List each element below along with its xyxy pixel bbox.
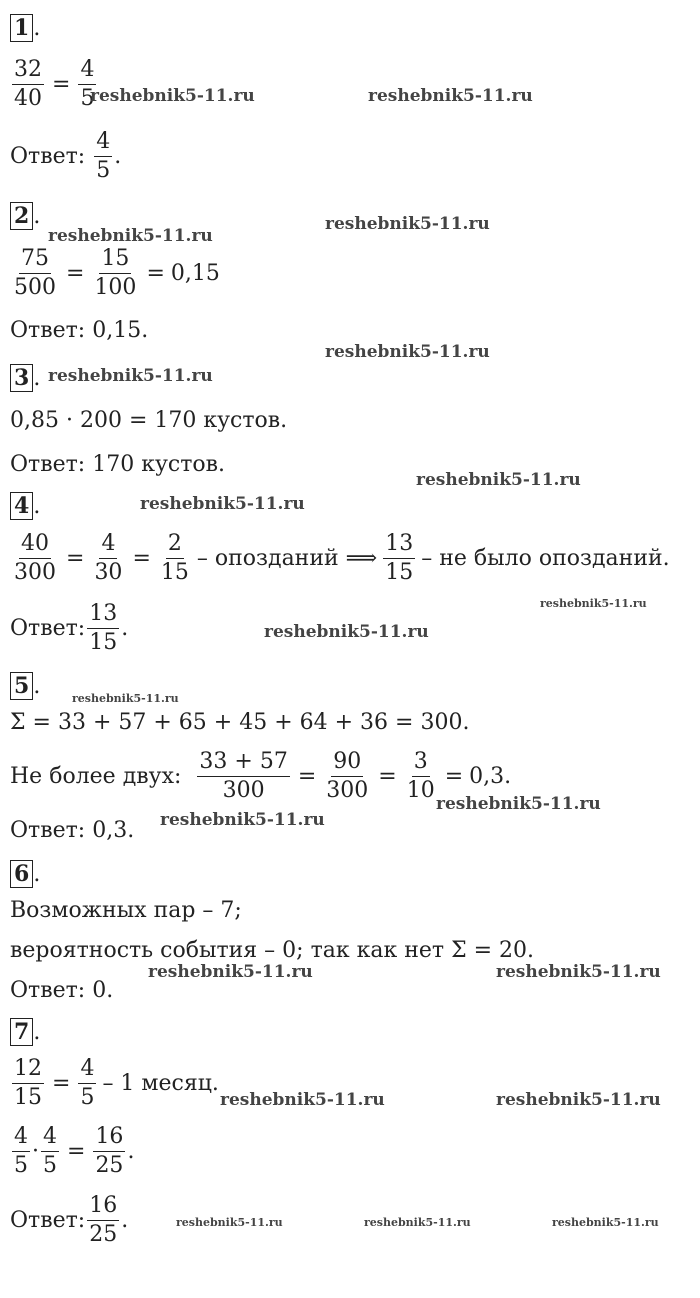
numerator: 4 [78,56,96,85]
task-number-box: 1 [10,14,33,42]
task-number-box: 2 [10,202,33,230]
math-text: . [121,1208,129,1233]
math-text: 0,15 [170,261,220,286]
task-4-equation [10,530,670,587]
watermark: reshebnik5-11.ru [436,794,601,814]
task-number-box: 3 [10,364,33,392]
watermark: reshebnik5-11.ru [72,692,179,705]
task-2-number: 2 . [10,202,40,230]
math-text: . [114,144,122,169]
fraction [87,1192,119,1249]
watermark: reshebnik5-11.ru [552,1216,659,1229]
task-3-number: 3 . [10,364,40,392]
task-6-line-2 [10,938,534,963]
task-5-number: 5 . [10,672,40,700]
watermark: reshebnik5-11.ru [264,622,429,642]
fraction [159,530,191,587]
denominator: 5 [96,158,111,183]
math-text: 0,3. [469,764,512,789]
task-1-equation [10,56,98,113]
watermark: reshebnik5-11.ru [140,494,305,514]
numerator: 13 [383,530,415,559]
math-text: · [32,1139,39,1164]
watermark: reshebnik5-11.ru [220,1090,385,1110]
numerator: 16 [93,1123,125,1152]
operator: = [67,1139,86,1164]
denominator: 300 [222,778,265,803]
watermark: reshebnik5-11.ru [176,1216,283,1229]
math-text: Σ = 33 + 57 + 65 + 45 + 64 + 36 = 300. [10,710,470,735]
operator: = [146,261,165,286]
task-6-number: 6 . [10,860,40,888]
watermark: reshebnik5-11.ru [416,470,581,490]
operator: = [132,546,151,571]
task-7-answer [10,1192,128,1249]
task-4-answer [10,600,128,657]
math-text: 0,3. [92,818,135,843]
math-text: 170 кустов. [92,452,225,477]
math-text: 0. [92,978,114,1003]
math-text: – опозданий ⟹ [196,546,378,571]
task-7-number: 7 . [10,1018,40,1046]
operator: = [66,261,85,286]
task-7-equation-2 [10,1123,134,1180]
math-text: вероятность события – 0; так как нет Σ = 20. [10,938,535,963]
math-text: Ответ: [10,616,86,641]
operator: = [378,764,397,789]
fraction [12,245,58,302]
numerator: 4 [12,1123,30,1152]
denominator: 15 [160,560,189,585]
math-text: Не более двух: [10,764,182,789]
task-6-answer [10,978,113,1003]
task-1-answer [10,128,121,185]
fraction [12,1123,30,1180]
numerator: 3 [412,748,430,777]
denominator: 5 [43,1153,57,1178]
denominator: 15 [385,560,414,585]
watermark: reshebnik5-11.ru [496,962,661,982]
denominator: 5 [80,1085,95,1110]
task-5-sum-line [10,710,469,735]
task-4-number: 4 . [10,492,40,520]
numerator: 16 [87,1192,119,1221]
math-text: . [121,616,129,641]
fraction [92,245,138,302]
task-1-number: 1 . [10,14,40,42]
math-text: Ответ: [10,818,86,843]
operator: = [52,1071,71,1096]
numerator: 4 [99,530,117,559]
denominator: 500 [14,275,56,300]
math-text: . [127,1139,135,1164]
numerator: 12 [12,1055,44,1084]
numerator: 75 [19,245,51,274]
numerator: 33 + 57 [197,748,289,777]
task-number-box: 6 [10,860,33,888]
fraction [92,530,124,587]
fraction [12,1055,44,1112]
denominator: 5 [80,86,95,111]
numerator: 13 [87,600,119,629]
task-number-box: 7 [10,1018,33,1046]
task-2-answer [10,318,148,343]
numerator: 4 [41,1123,59,1152]
task-number-box: 4 [10,492,33,520]
math-text: Ответ: [10,1208,86,1233]
numerator: 40 [19,530,51,559]
operator: = [66,546,85,571]
denominator: 300 [326,778,369,803]
fraction [41,1123,59,1180]
task-7-equation-1 [10,1055,219,1112]
numerator: 15 [99,245,131,274]
math-text: Ответ: [10,318,86,343]
watermark: reshebnik5-11.ru [364,1216,471,1229]
fraction [93,1123,125,1180]
denominator: 300 [14,560,56,585]
fraction [94,128,112,185]
watermark: reshebnik5-11.ru [368,86,533,106]
watermark: reshebnik5-11.ru [160,810,325,830]
math-text: – не было опозданий. [421,546,670,571]
fraction [383,530,415,587]
watermark: reshebnik5-11.ru [325,214,490,234]
watermark: reshebnik5-11.ru [48,226,213,246]
task-3-line [10,408,287,433]
math-text: Ответ: [10,978,86,1003]
denominator: 15 [14,1085,42,1110]
watermark: reshebnik5-11.ru [90,86,255,106]
numerator: 2 [166,530,184,559]
watermark: reshebnik5-11.ru [540,597,647,610]
fraction [78,1055,96,1112]
numerator: 4 [94,128,112,157]
operator: = [52,72,71,97]
operator: = [444,764,464,789]
denominator: 100 [94,275,137,300]
fraction [405,748,437,805]
operator: = [297,764,317,789]
denominator: 25 [89,1222,118,1247]
fraction [87,600,119,657]
task-2-equation [10,245,220,302]
fraction [197,748,289,805]
denominator: 10 [406,778,435,803]
numerator: 4 [78,1055,96,1084]
task-3-answer [10,452,225,477]
math-text: 0,15. [92,318,149,343]
denominator: 30 [94,560,123,585]
math-text: Возможных пар – 7; [10,898,242,923]
fraction [12,530,58,587]
numerator: 32 [12,56,44,85]
math-text: Ответ: [10,144,86,169]
fraction [12,56,44,113]
watermark: reshebnik5-11.ru [148,962,313,982]
math-text: – 1 месяц. [102,1071,219,1096]
task-5-answer [10,818,134,843]
denominator: 15 [89,630,118,655]
denominator: 25 [95,1153,124,1178]
task-number-box: 5 [10,672,33,700]
watermark: reshebnik5-11.ru [325,342,490,362]
watermark: reshebnik5-11.ru [496,1090,661,1110]
fraction [324,748,370,805]
math-text: 0,85 · 200 = 170 кустов. [10,408,288,433]
math-text: Ответ: [10,452,86,477]
numerator: 90 [331,748,363,777]
denominator: 40 [14,86,42,111]
denominator: 5 [14,1153,28,1178]
task-6-line-1 [10,898,242,923]
watermark: reshebnik5-11.ru [48,366,213,386]
